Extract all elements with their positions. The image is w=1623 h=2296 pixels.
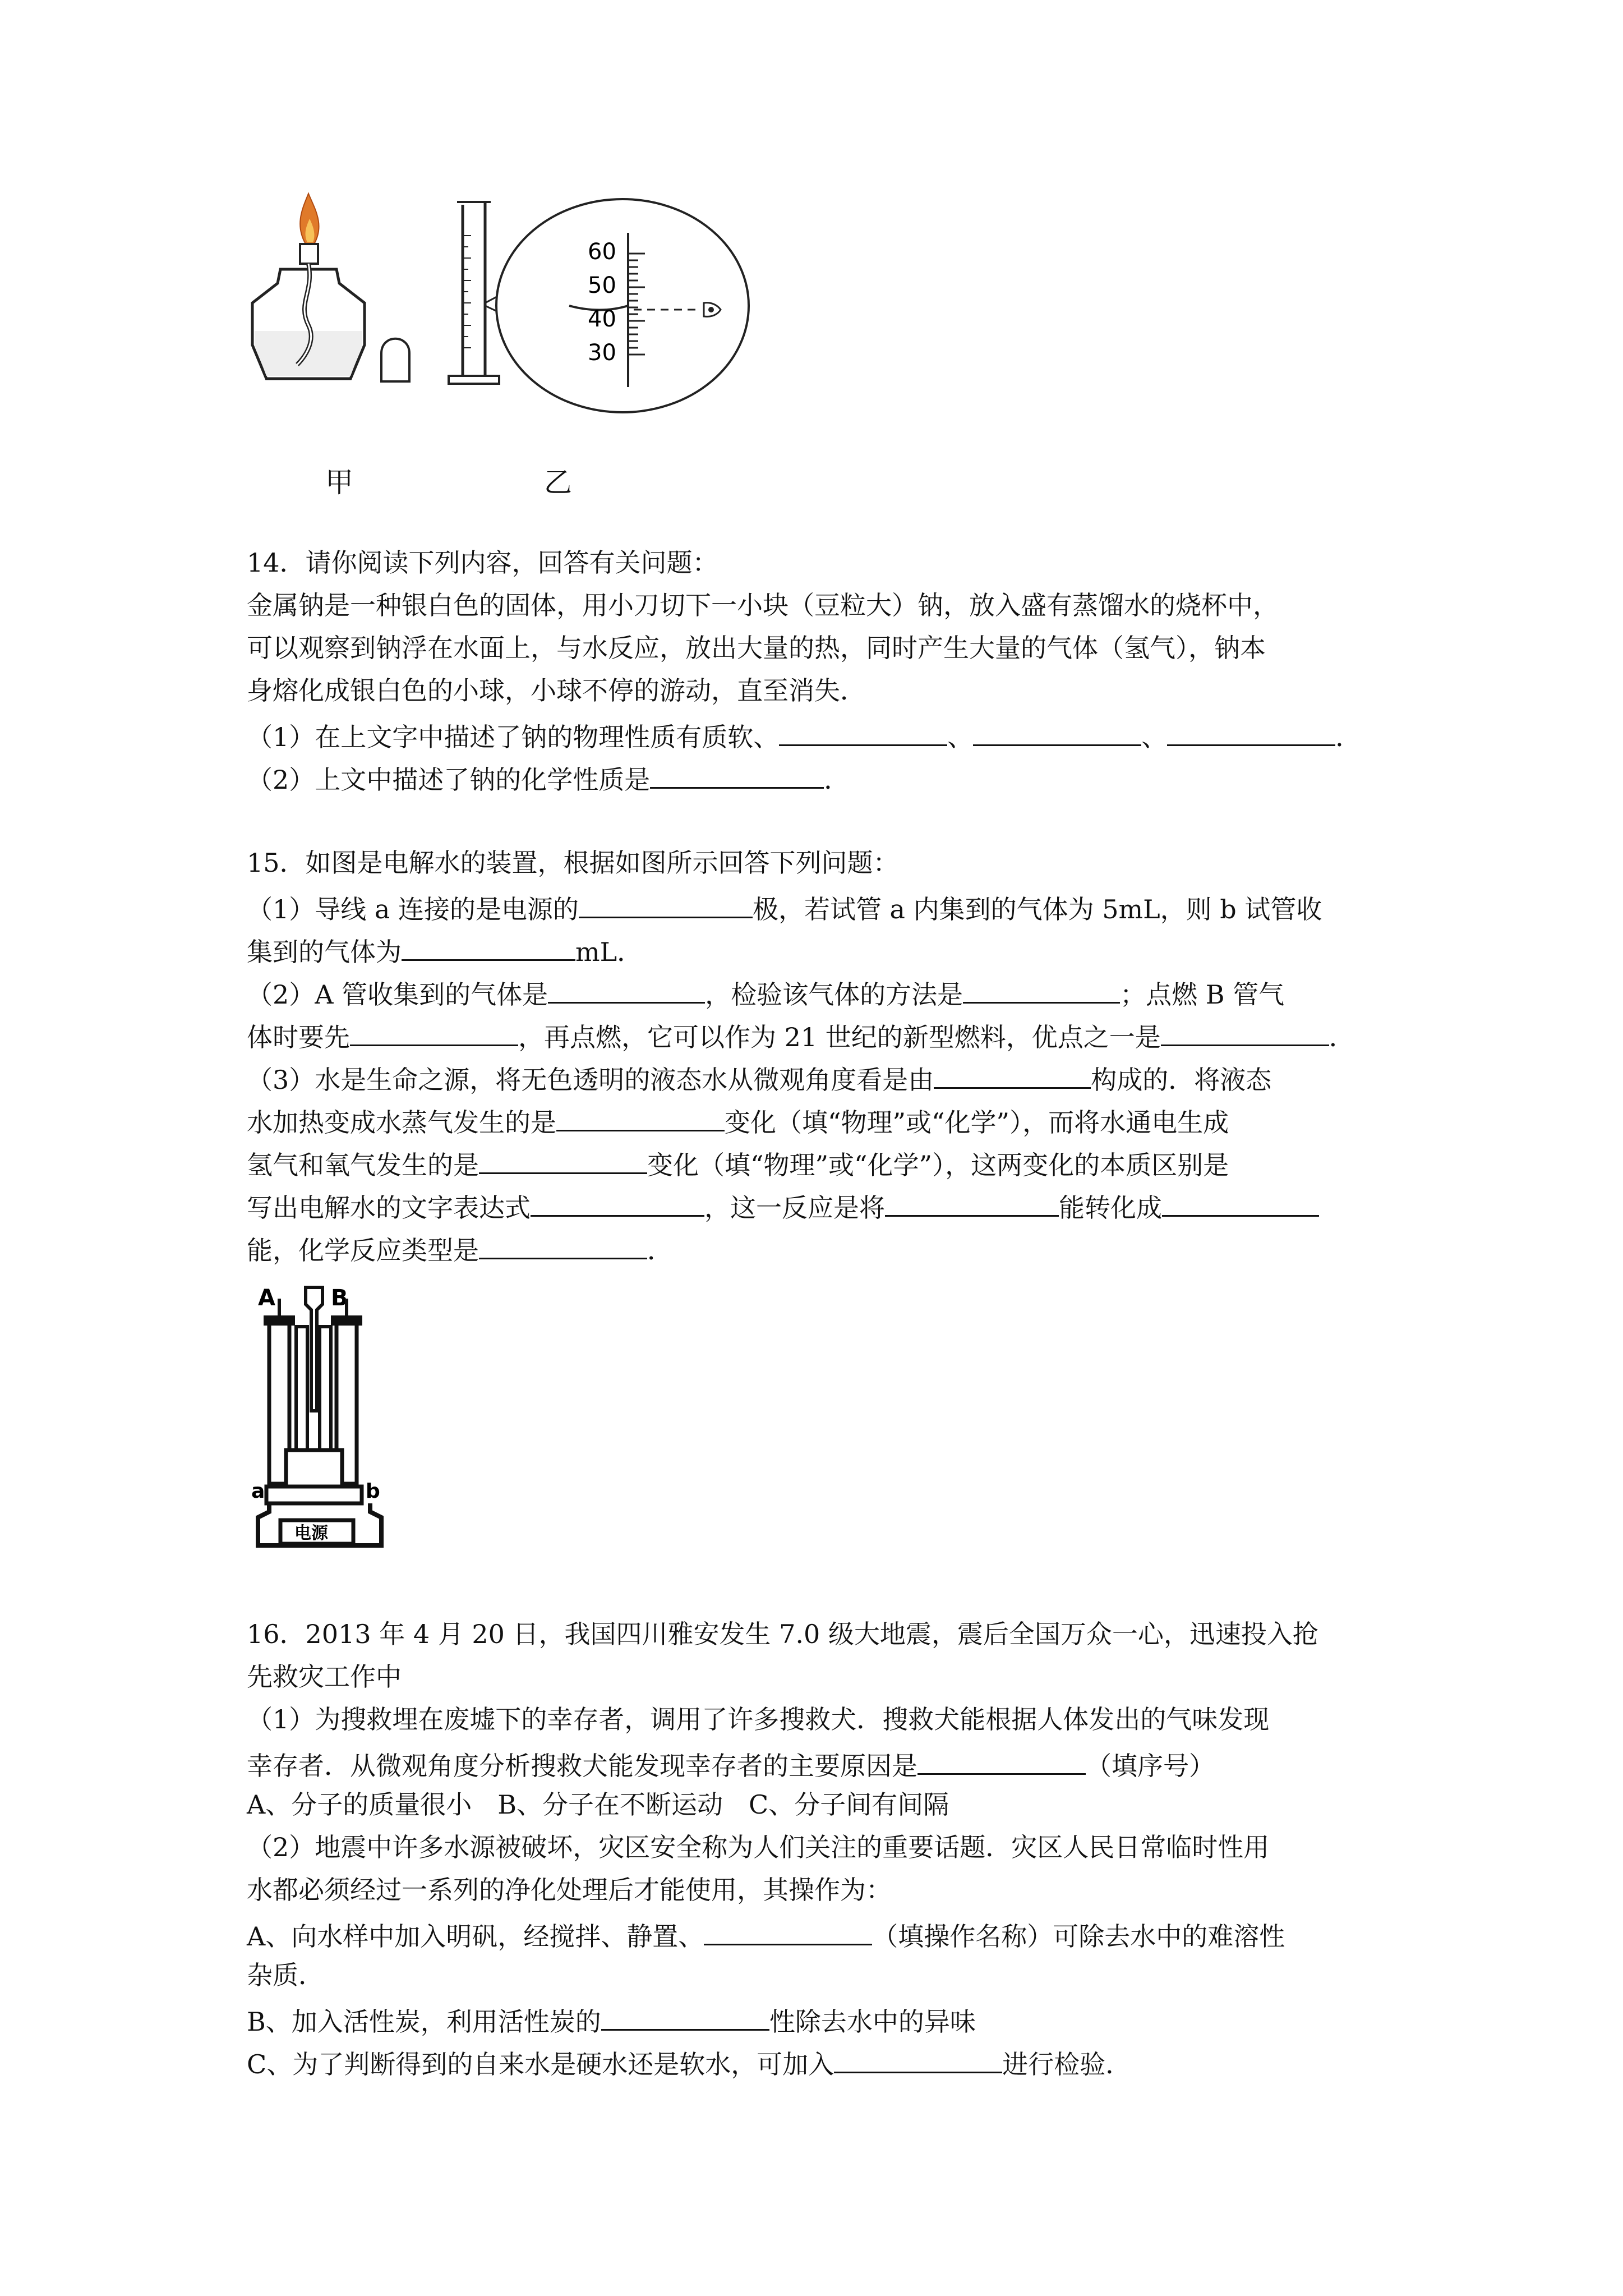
q14-paragraph-line-1: 金属钠是一种银白色的固体，用小刀切下一小块（豆粒大）钠，放入盛有蒸馏水的烧杯中， — [247, 590, 1279, 620]
scale-label-50: 50 — [588, 273, 616, 298]
answer-blank[interactable] — [1167, 712, 1335, 746]
answer-blank[interactable] — [917, 1741, 1086, 1775]
q15-sub1-line2: 集到的气体为 mL． — [247, 927, 1396, 973]
q16-subA-line1: A、向水样中加入明矾，经搅拌、静置、 （填操作名称）可除去水中的难溶性 — [247, 1911, 1396, 1958]
answer-blank[interactable] — [934, 1055, 1091, 1089]
q16-sub1-line1: （1）为搜救埋在废墟下的幸存者，调用了许多搜救犬．搜救犬能根据人体发出的气味发现 — [247, 1704, 1270, 1734]
answer-blank[interactable] — [556, 1097, 725, 1131]
answer-blank[interactable] — [834, 2039, 1002, 2073]
graduated-cylinder — [463, 202, 485, 376]
answer-blank[interactable] — [1161, 1012, 1329, 1046]
q16-title-line1: 16．2013 年 4 月 20 日，我国四川雅安发生 7.0 级大地震，震后全国万众一心，迅速投入抢 — [247, 1619, 1318, 1649]
q14-sub1: （1）在上文字中描述了钠的物理性质有质软、 、 、 ． — [247, 712, 1396, 758]
scale-label-60: 60 — [588, 239, 616, 265]
answer-blank[interactable] — [963, 969, 1120, 1004]
wire-label-b: b — [366, 1480, 380, 1503]
answer-blank[interactable] — [531, 1182, 704, 1217]
scale-label-40: 40 — [588, 306, 616, 332]
q14-sub2: （2）上文中描述了钠的化学性质是 ． — [247, 754, 1396, 801]
answer-blank[interactable] — [973, 712, 1141, 746]
q15-sub3-line2: 水加热变成水蒸气发生的是 变化（填“物理”或“化学”），而将水通电生成 — [247, 1097, 1396, 1144]
answer-blank[interactable] — [479, 1225, 647, 1259]
label-yi: 乙 — [544, 466, 572, 499]
tube-label-A: A — [258, 1285, 275, 1311]
q15-sub2-line1: （2）A 管收集到的气体是 ，检验该气体的方法是 ；点燃 B 管气 — [247, 969, 1396, 1016]
wire-label-a: a — [251, 1480, 265, 1503]
answer-blank[interactable] — [779, 712, 947, 746]
q16-sub2-line2: 水都必须经过一系列的净化处理后才能使用，其操作为： — [247, 1875, 892, 1905]
lamp-cylinder-figure — [241, 191, 768, 505]
q16-subA-line2: 杂质． — [247, 1960, 324, 1990]
q16-subC: C、为了判断得到的自来水是硬水还是软水，可加入 进行检验． — [247, 2039, 1396, 2086]
q15-sub3-line4: 写出电解水的文字表达式 ，这一反应是将 能转化成 — [247, 1182, 1396, 1229]
electrolysis-apparatus-figure — [247, 1282, 393, 1551]
answer-blank[interactable] — [579, 884, 753, 918]
power-supply-label: 电源 — [294, 1524, 328, 1543]
label-jia: 甲 — [325, 466, 353, 499]
answer-blank[interactable] — [479, 1140, 647, 1174]
q14-sub2-text: （2）上文中描述了钠的化学性质是 — [247, 765, 651, 795]
answer-blank[interactable] — [548, 969, 705, 1004]
q16-subB: B、加入活性炭，利用活性炭的 性除去水中的异味 — [247, 1996, 1396, 2043]
tube-label-B: B — [331, 1285, 348, 1311]
q14-paragraph-line-2: 可以观察到钠浮在水面上，与水反应，放出大量的热，同时产生大量的气体（氢气），钠本 — [247, 633, 1266, 663]
q15-sub3-line3: 氢气和氧气发生的是 变化（填“物理”或“化学”），这两变化的本质区别是 — [247, 1140, 1396, 1186]
lamp-cap — [381, 339, 409, 381]
q15-sub2-line2: 体时要先 ，再点燃，它可以作为 21 世纪的新型燃料，优点之一是 ． — [247, 1012, 1396, 1059]
answer-blank[interactable] — [350, 1012, 518, 1046]
q14-title: 14．请你阅读下列内容，回答有关问题： — [247, 547, 718, 578]
q16-title-line2: 先救灾工作中 — [247, 1662, 402, 1692]
answer-blank[interactable] — [704, 1911, 872, 1945]
q14-sub1-text: （1）在上文字中描述了钠的物理性质有质软、 — [247, 722, 780, 752]
scale-label-30: 30 — [588, 340, 616, 366]
q15-sub1-line1: （1）导线 a 连接的是电源的 极，若试管 a 内集到的气体为 5mL，则 b 试管收 — [247, 884, 1396, 931]
answer-blank[interactable] — [650, 754, 824, 789]
q16-sub1-line2: 幸存者．从微观角度分析搜救犬能发现幸存者的主要原因是 （填序号） — [247, 1741, 1396, 1787]
q15-sub3-line5: 能，化学反应类型是 ． — [247, 1225, 1396, 1272]
answer-blank[interactable] — [601, 1996, 769, 2031]
answer-blank[interactable] — [885, 1182, 1059, 1217]
q15-sub3-line1: （3）水是生命之源，将无色透明的液态水从微观角度看是由 构成的．将液态 — [247, 1055, 1396, 1101]
q14-paragraph-line-3: 身熔化成银白色的小球，小球不停的游动，直至消失． — [247, 675, 866, 706]
q16-sub2-line1: （2）地震中许多水源被破坏，灾区安全称为人们关注的重要话题．灾区人民日常临时性用 — [247, 1832, 1270, 1862]
q16-options: A、分子的质量很小 B、分子在不断运动 C、分子间有间隔 — [247, 1789, 949, 1820]
answer-blank[interactable] — [402, 927, 575, 961]
answer-blank[interactable] — [1162, 1182, 1319, 1217]
q15-title: 15．如图是电解水的装置，根据如图所示回答下列问题： — [247, 848, 899, 878]
